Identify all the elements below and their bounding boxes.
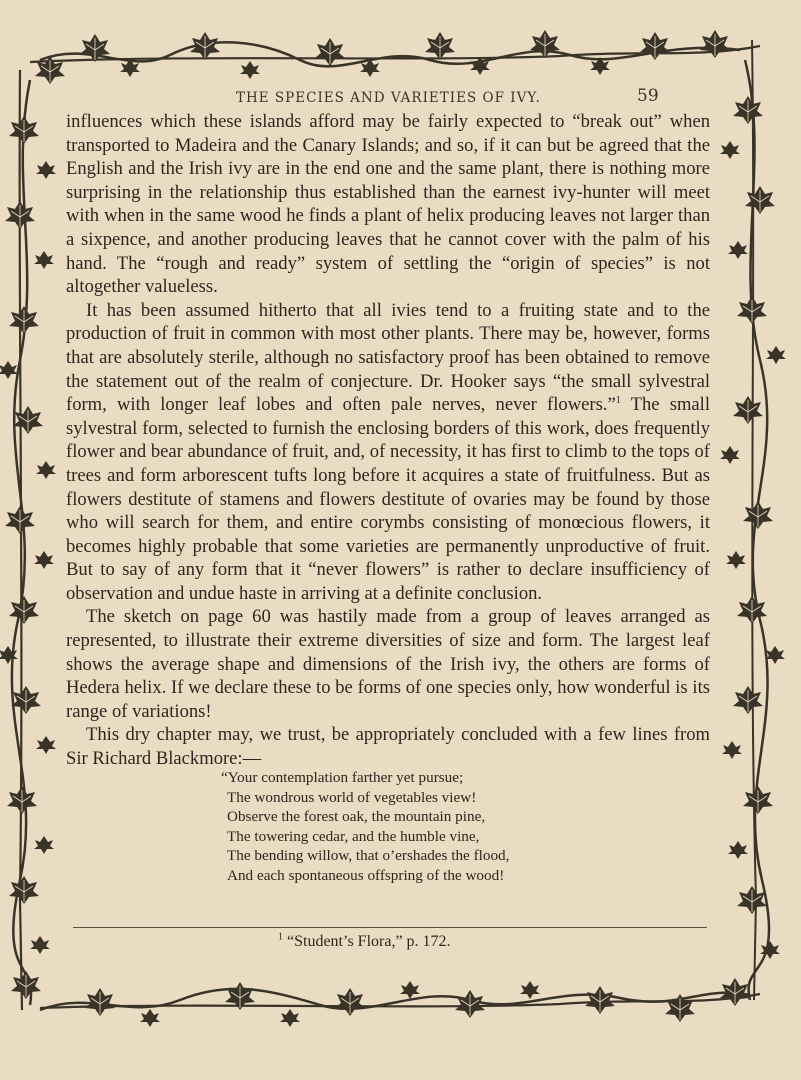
verse-quotation [221,768,641,886]
page-number: 59 [637,86,659,106]
paragraph-2-continuation: The small sylvestral form, selected to furnish the enclosing borders of this work, does frequently flower and bear abundance of fruit, and, of necessity, it has first to climb to the tops of trees and form arborescent tufts long before it acquires a state of fruitfulness. But as flowers destitute of stamens and flowers destitute of ovaries may be found by those who will search for them, and entire corymbs consisting of monœcious flowers, it becomes highly probable that some varieties are permanently unproductive of fruit. But to say of any form that it “never flowers” is rather to declare insufficiency of observation and undue haste in arriving at a definite conclusion. [66,394,710,604]
verse-line: The bending willow, that o’ershades the flood, [227,847,510,865]
paragraph-4: This dry chapter may, we trust, be appropriately concluded with a few lines from Sir Richard Blackmore:— [66,724,710,770]
footnote-divider [73,927,707,928]
verse-line: Observe the forest oak, the mountain pine, [227,808,486,826]
verse-line: “Your contemplation farther yet pursue; [221,769,464,786]
body-text [66,110,710,771]
running-title: THE SPECIES AND VARIETIES OF IVY. [236,90,541,106]
paragraph-2-text: It has been assumed hitherto that all ivies tend to a fruiting state and to the production of fruit in common with most other plants. There may be, however, forms that are absolutely sterile, although no satisfactory proof has been obtained to remove the statement out of the realm of conjecture. Dr. Hooker says “the small sylvestral form, with longer leaf lobes and often pale nerves, never flowers.” [66,299,710,416]
footnote-text: “Student’s Flora,” p. 172. [287,933,451,950]
footnote-marker: 1 [278,931,283,943]
verse-line: The towering cedar, and the humble vine, [227,827,480,845]
paragraph-2 [66,299,710,606]
verse-line: The wondrous world of vegetables view! [227,788,477,806]
paragraph-3: The sketch on page 60 was hastily made from a group of leaves arranged as represented, to illustrate their extreme diversities of size and form. The largest leaf shows the average shape and dimensions of the Irish ivy, the others are forms of Hedera helix. If we declare these to be forms of one species only, how wonderful is its range of variations! [66,606,710,722]
footnote-reference[interactable]: 1 [615,394,621,406]
footnote [278,933,451,951]
paragraph-1: influences which these islands afford may be fairly expected to “break out” when transported to Madeira and the Canary Islands; and so, if it can but be agreed that the English and the Irish ivy are in the end one and the same plant, there is nothing more surprising in the relationship thus established than the earnest ivy-hunter will meet with when in the same wood he finds a plant of helix producing leaves not larger than a sixpence, and another producing leaves that he cannot cover with the palm of his hand. The “rough and ready” system of settling the “origin of species” is not altogether valueless. [66,111,710,298]
verse-line: And each spontaneous offspring of the wood! [227,866,505,884]
